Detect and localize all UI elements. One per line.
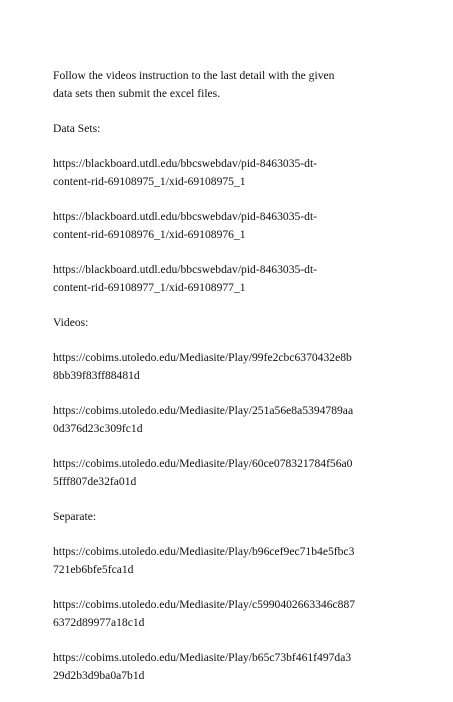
separate-heading: Separate: xyxy=(53,510,97,523)
data-set-link-3[interactable]: https://blackboard.utdl.edu/bbcswebdav/pid-8463035-dt- content-rid-69108977_1/xid-69108977_1 xyxy=(53,263,318,294)
data-set-link-2[interactable]: https://blackboard.utdl.edu/bbcswebdav/pid-8463035-dt- content-rid-69108976_1/xid-69108976_1 xyxy=(53,210,318,241)
video-link-1[interactable]: https://cobims.utoledo.edu/Mediasite/Play/99fe2cbc6370432e8b 8bb39f83ff88481d xyxy=(53,351,352,382)
separate-link-1[interactable]: https://cobims.utoledo.edu/Mediasite/Play/b96cef9ec71b4e5fbc3 721eb6bfe5fca1d xyxy=(53,545,355,576)
instruction-paragraph: Follow the videos instruction to the last detail with the given data sets then submit the excel files. xyxy=(53,69,335,100)
separate-link-2[interactable]: https://cobims.utoledo.edu/Mediasite/Play/c5990402663346c887 6372d89977a18c1d xyxy=(53,598,356,629)
data-sets-heading: Data Sets: xyxy=(53,122,101,135)
video-link-2[interactable]: https://cobims.utoledo.edu/Mediasite/Play/251a56e8a5394789aa 0d376d23c309fc1d xyxy=(53,404,354,435)
separate-link-3[interactable]: https://cobims.utoledo.edu/Mediasite/Play/b65c73bf461f497da3 29d2b3d9ba0a7b1d xyxy=(53,651,352,682)
video-link-3[interactable]: https://cobims.utoledo.edu/Mediasite/Play/60ce078321784f56a0 5fff807de32fa01d xyxy=(53,457,353,488)
document-body xyxy=(53,67,413,702)
videos-heading: Videos: xyxy=(53,316,89,329)
data-set-link-1[interactable]: https://blackboard.utdl.edu/bbcswebdav/pid-8463035-dt- content-rid-69108975_1/xid-69108975_1 xyxy=(53,157,318,188)
